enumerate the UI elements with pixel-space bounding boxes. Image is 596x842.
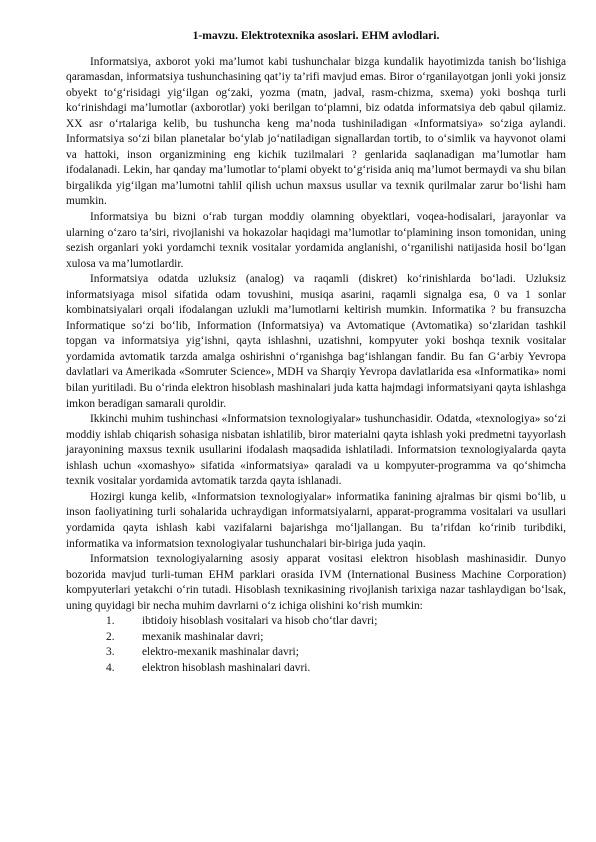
list-item	[66, 630, 566, 646]
page-title: 1-mavzu. Elektrotexnika asoslari. EHM avlodlari.	[192, 29, 440, 42]
list-item	[66, 661, 566, 677]
list-item-number: 4.	[106, 661, 115, 674]
list-item-text: elektron hisoblash mashinalari davri.	[142, 661, 311, 674]
paragraph-computer-history: Informatsion texnologiyalarning asosiy apparat vositasi elektron hisoblash mashinasidir. Dunyo bozorida mavjud turli-tuman EHM parklari orasida IVM (International Business Machine Corporation) kompyuterlari yetakchi o‘rin tutadi. Hisoblash texnikasining rivojlanish tarixiga nazar tashlaydigan bo‘lsak, uning quyidagi bir necha muhim davrlarni o‘z ichiga olishini ko‘rish mumkin:	[66, 553, 566, 612]
periods-list	[66, 614, 566, 676]
paragraph-analog-digital: Informatsiya odatda uzluksiz (analog) va raqamli (diskret) ko‘rinishlarda bo‘ladi. Uzluksiz informatsiyaga misol sifatida odam tovushini, musiqa asarini, raqamli signalga esa, 0 va 1 sonlar kombinatsiyalari orqali ifodalangan uzlukli ma’lumotlarni keltirish mumkin. Informatika ? bu fransuzcha Informatique so‘zi bo‘lib, Information (Informatsiya) va Avtomatique (Avtomatika) so‘zlaridan tashkil topgan va informatsiya yig‘ishni, qayta ishlashni, uzatishni, kompyuter yoki boshqa texnik vositalar yordamida avtomatik tarzda amalga oshirishni o‘rganishga bag‘ishlangan fandir. Bu fan G‘arbiy Yevropa davlatlari va Amerikada «Somruter Science», MDH va Sharqiy Yevropa davlatlarida esa «Informatika» nomi bilan yuritiladi. Bu o‘rinda elektron hisoblash mashinalari juda katta hajmdagi informatsiyani qayta ishlashga imkon beradigan samarali quroldir.	[66, 273, 566, 410]
paragraph-current-state: Hozirgi kunga kelib, «Informatsion texnologiyalar» informatika fanining ajralmas bir qismi bo‘lib, u inson faoliyatining turli sohalarida uchraydigan informatsiyalarni, apparat-programma vositalari va usullari yordamida qayta ishlash kabi vazifalarni bajarishga mo‘ljallangan. Bu ta’rifdan ko‘rinib turibdiki, informatika va informatsion texnologiyalar tushunchalari bir-biriga juda yaqin.	[66, 490, 566, 550]
list-item-text: mexanik mashinalar davri;	[142, 630, 264, 643]
list-item-number: 3.	[106, 646, 115, 659]
list-item-number: 1.	[106, 615, 115, 628]
paragraph-informatsiya-meaning: Informatsiya bu bizni o‘rab turgan moddiy olamning obyektlari, voqea-hodisalari, jarayonlar va ularning o‘zaro ta’siri, rivojlanishi va hokazolar haqidagi ma’lumotlar to‘plamining inson tomonidan, uning sezish organlari yoki yordamchi texnik vositalar yordamida anglanishi, o‘rganilishi natijasida hosil bo‘lgan xulosa va ma’lumotlardir.	[66, 211, 566, 270]
list-item	[66, 614, 566, 630]
paragraph-informatsiya-definition: Informatsiya, axborot yoki ma’lumot kabi tushunchalar bizga kundalik hayotimizda tanish bo‘lishiga qaramasdan, informatsiya tushunchasining qat’iy ta’rifi mavjud emas. Biror o‘rganilayotgan jonli yoki jonsiz obyekt to‘g‘risidagi yig‘ilgan og‘zaki, yozma (matn, jadval, rasm-chizma, sxema) yoki boshqa turli ko‘rinishdagi ma’lumotlar (axborotlar) yoki berilgan to‘plamni, biz odatda informatsiya deb qabul qilamiz. XX asr o‘rtalariga kelib, bu tushuncha keng ma’noda tushiniladigan «Informatsiya» so‘ziga aylandi. Informatsiya so‘zi bilan planetalar bo‘ylab jo‘natiladigan signallardan tortib, to o‘simlik va hayvonot olami va hattoki, inson organizmining eng kichik tuzilmalari ? genlarida saqlanadigan ma’lumotlar ham ifodalanadi. Lekin, har qanday ma’lumotlar to‘plami obyekt to‘g‘risida aniq ma’lumot bermaydi va shu bilan birgalikda yig‘ilgan ma’lumotni tahlil qilish uchun maxsus usullar va texnik qurilmalar zarur bo‘lishi ham mumkin.	[66, 55, 566, 208]
list-item-number: 2.	[106, 630, 115, 643]
list-item	[66, 645, 566, 661]
paragraph-information-technologies: Ikkinchi muhim tushinchasi «Informatsion texnologiyalar» tushunchasidir. Odatda, «texnologiya» so‘zi moddiy ishlab chiqarish sohasiga nisbatan ishlatilib, biror materialni qayta ishlash yoki predmetni tayyorlash jarayonining maxsus texnik usullarini ifodalash maqsadida ishlatiladi. Informatsion texnologiyalarda qayta ishlash uchun «xomashyo» sifatida «informatsiya» qaraladi va u kompyuter-programma va qo‘shimcha texnik vositalar yordamida avtomatik tarzda qayta ishlanadi.	[66, 413, 566, 488]
list-item-text: ibtidoiy hisoblash vositalari va hisob cho‘tlar davri;	[142, 615, 378, 628]
list-item-text: elektro-mexanik mashinalar davri;	[142, 646, 299, 659]
